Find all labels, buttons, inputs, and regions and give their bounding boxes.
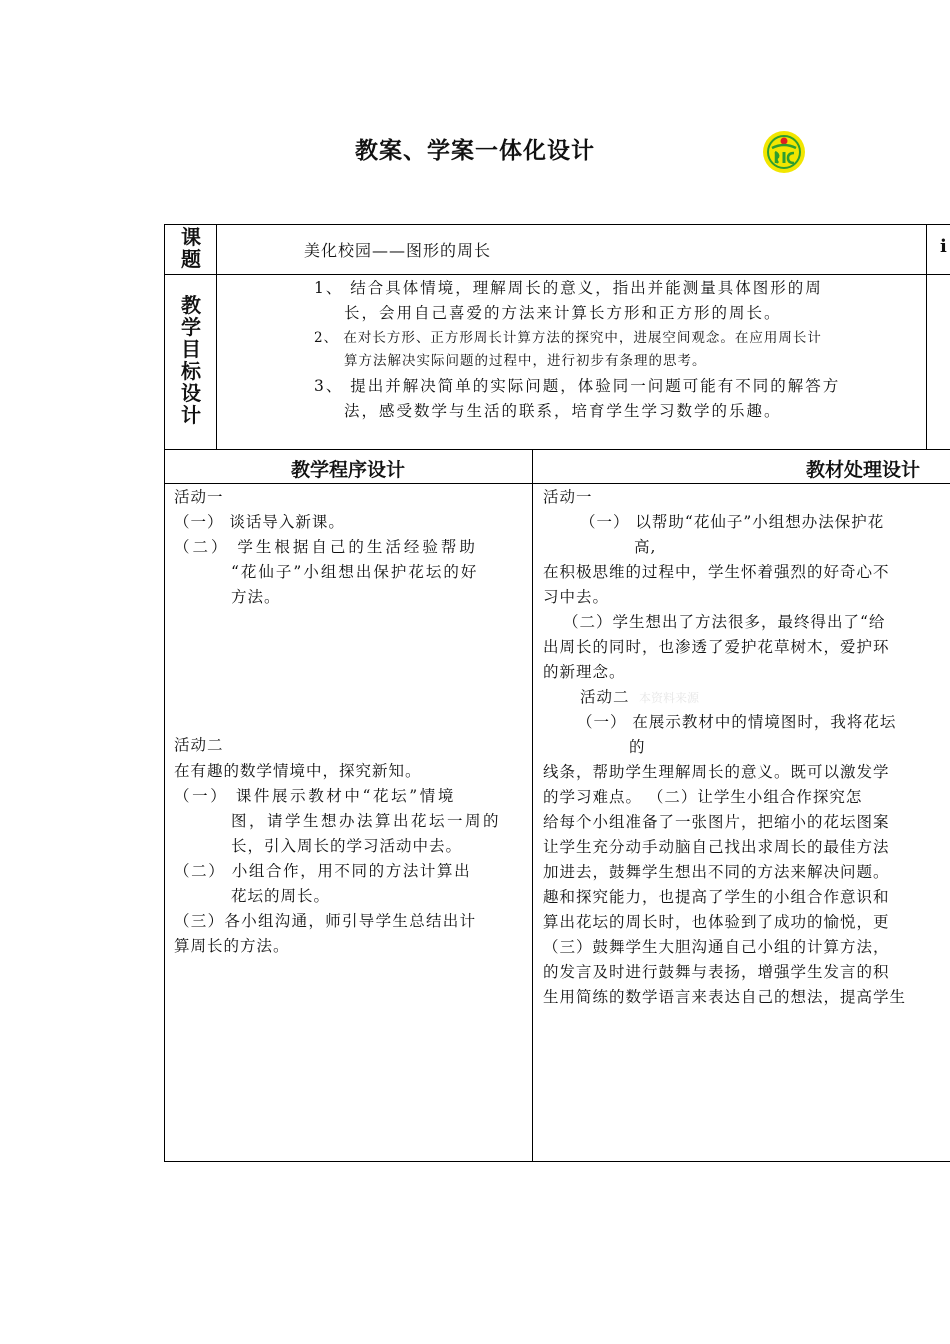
right-line: 加进去，鼓舞学生想出不同的方法来解决问题。 <box>543 863 890 881</box>
left-line: （二） 小组合作，用不同的方法计算出 <box>174 862 472 880</box>
column-header-materials: 教材处理设计 <box>806 459 921 481</box>
left-line: 算周长的方法。 <box>174 937 290 955</box>
school-logo-icon <box>762 130 806 174</box>
right-line: 的 <box>629 738 646 756</box>
column-header-procedure: 教学程序设计 <box>290 459 405 481</box>
table-divider-topic <box>164 274 950 275</box>
left-line: （二） 学生根据自己的生活经验帮助 <box>174 538 478 556</box>
right-line: 习中去。 <box>543 588 610 606</box>
right-line: 活动一 <box>543 488 593 506</box>
objectives-label: 教 学 目 标 设 计 <box>181 293 201 427</box>
right-line: 的学习难点。 （二）让学生小组合作探究怎 <box>543 788 863 806</box>
right-line: （一） 以帮助“花仙子”小组想办法保护花 <box>580 513 885 531</box>
right-line: 生用简练的数学语言来表达自己的想法，提高学生 <box>543 988 907 1006</box>
right-line: 线条，帮助学生理解周长的意义。既可以激发学 <box>543 763 890 781</box>
table-border-bottom <box>164 1161 950 1162</box>
objective-line: 法，感受数学与生活的联系，培育学生学习数学的乐趣。 <box>344 402 782 420</box>
left-line: （三）各小组沟通，师引导学生总结出计 <box>174 912 477 930</box>
topic-label: 课 题 <box>181 225 201 271</box>
table-border-left <box>164 224 165 1162</box>
right-line: 高, <box>634 538 657 556</box>
objective-line: 长，会用自己喜爱的方法来计算长方形和正方形的周长。 <box>344 304 782 322</box>
watermark: 本资料来源 <box>639 691 700 705</box>
table-divider-label-col <box>216 224 217 450</box>
objective-line: 3、 提出并解决简单的实际问题，体验同一问题可能有不同的解答方 <box>314 377 841 395</box>
left-line: “花仙子”小组想出保护花坛的好 <box>231 563 479 581</box>
left-line: 活动二 <box>174 736 224 754</box>
topic-right-fragment: i <box>940 236 947 257</box>
left-line: 花坛的周长。 <box>231 887 331 905</box>
right-line: 趣和探究能力，也提高了学生的小组合作意识和 <box>543 888 890 906</box>
objective-line: 2、 在对长方形、正方形周长计算方法的探究中，进展空间观念。在应用周长计 <box>314 330 822 346</box>
left-line: 图，请学生想办法算出花坛一周的 <box>231 812 502 830</box>
right-line: 的新理念。 <box>543 663 626 681</box>
table-border-top <box>164 224 950 225</box>
right-line: 活动二 <box>580 688 630 706</box>
table-divider-right-col <box>926 224 927 450</box>
right-line: 给每个小组准备了一张图片，把缩小的花坛图案 <box>543 813 890 831</box>
page-title: 教案、学案一体化设计 <box>355 138 595 164</box>
topic-value: 美化校园——图形的周长 <box>304 241 492 260</box>
right-line: （一） 在展示教材中的情境图时，我将花坛 <box>577 713 897 731</box>
right-line: 的发言及时进行鼓舞与表扬，增强学生发言的积 <box>543 963 890 981</box>
right-line: （三）鼓舞学生大胆沟通自己小组的计算方法， <box>543 938 890 956</box>
left-line: 长，引入周长的学习活动中去。 <box>231 837 463 855</box>
left-line: （一） 课件展示教材中“花坛”情境 <box>174 787 456 805</box>
table-divider-objectives <box>164 449 950 450</box>
left-line: 在有趣的数学情境中，探究新知。 <box>174 762 422 780</box>
left-line: （一） 谈话导入新课。 <box>174 513 345 531</box>
objective-line: 算方法解决实际问题的过程中，进行初步有条理的思考。 <box>344 353 707 369</box>
right-line: （二）学生想出了方法很多，最终得出了“给 <box>563 613 886 631</box>
right-line: 让学生充分动手动脑自己找出求周长的最佳方法 <box>543 838 890 856</box>
right-line: 算出花坛的周长时，也体验到了成功的愉悦，更 <box>543 913 890 931</box>
left-line: 方法。 <box>231 588 281 606</box>
right-line: 在积极思维的过程中，学生怀着强烈的好奇心不 <box>543 563 890 581</box>
materials-column <box>533 484 950 1160</box>
left-line: 活动一 <box>174 488 224 506</box>
objective-line: 1、 结合具体情境，理解周长的意义，指出并能测量具体图形的周 <box>314 279 823 297</box>
right-line: 出周长的同时，也渗透了爱护花草树木，爱护环 <box>543 638 890 656</box>
